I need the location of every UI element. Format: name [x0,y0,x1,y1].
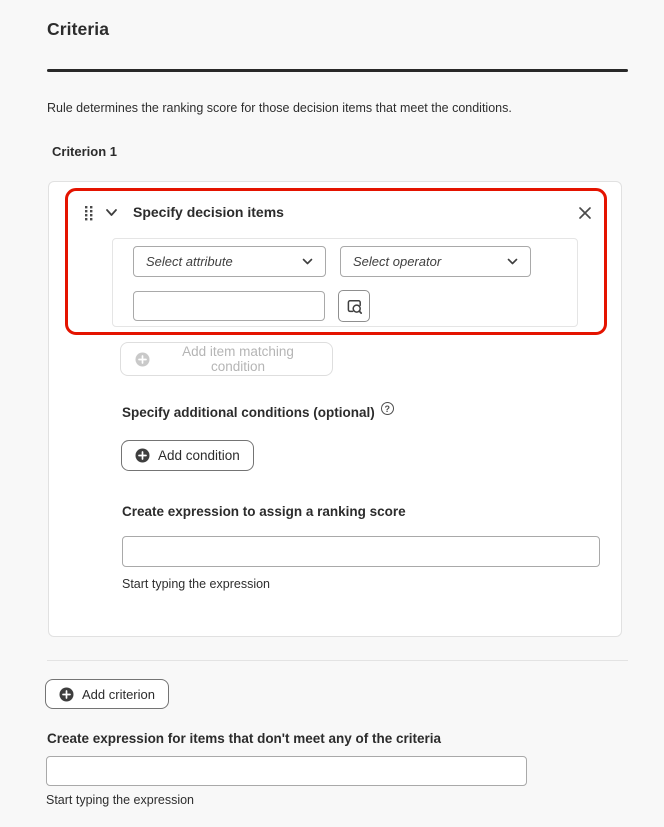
add-criterion-button[interactable] [45,679,169,709]
collapse-chevron-down-icon[interactable] [105,208,118,217]
preview-search-icon [345,297,364,316]
select-attribute-dropdown[interactable] [133,246,326,277]
add-criterion-label: Add criterion [82,686,155,702]
ranking-expression-input[interactable] [122,536,600,567]
select-attribute-placeholder: Select attribute [146,254,233,269]
section-divider [47,69,628,72]
no-match-expression-heading: Create expression for items that don't meet any of the criteria [47,731,442,746]
additional-conditions-title: Specify additional conditions (optional) [122,405,375,420]
ranking-expression-heading: Create expression to assign a ranking score [122,504,406,519]
no-match-expression-helper: Start typing the expression [46,793,194,807]
select-operator-dropdown[interactable] [340,246,531,277]
close-icon[interactable] [575,203,595,223]
plus-circle-icon [135,352,150,367]
chevron-down-icon [302,258,313,265]
chevron-down-icon [507,258,518,265]
footer-divider [47,660,628,661]
criterion-label: Criterion 1 [52,144,118,159]
preview-search-button[interactable] [338,290,370,322]
plus-circle-icon [135,448,150,463]
add-condition-label: Add condition [158,448,240,463]
condition-value-input[interactable] [133,291,325,321]
additional-conditions-heading [122,405,394,420]
plus-circle-icon [59,687,74,702]
ranking-expression-helper: Start typing the expression [122,577,270,591]
add-item-matching-condition-button[interactable] [120,342,333,376]
add-item-matching-condition-label: Add item matching condition [182,344,294,374]
help-icon[interactable] [381,402,394,415]
no-match-expression-input[interactable] [46,756,527,786]
page-title: Criteria [47,19,110,39]
add-condition-button[interactable] [121,440,254,471]
decision-items-title: Specify decision items [133,204,284,220]
select-operator-placeholder: Select operator [353,254,442,269]
drag-handle-icon[interactable] [84,205,94,221]
page-description: Rule determines the ranking score for those decision items that meet the conditions. [47,101,512,115]
